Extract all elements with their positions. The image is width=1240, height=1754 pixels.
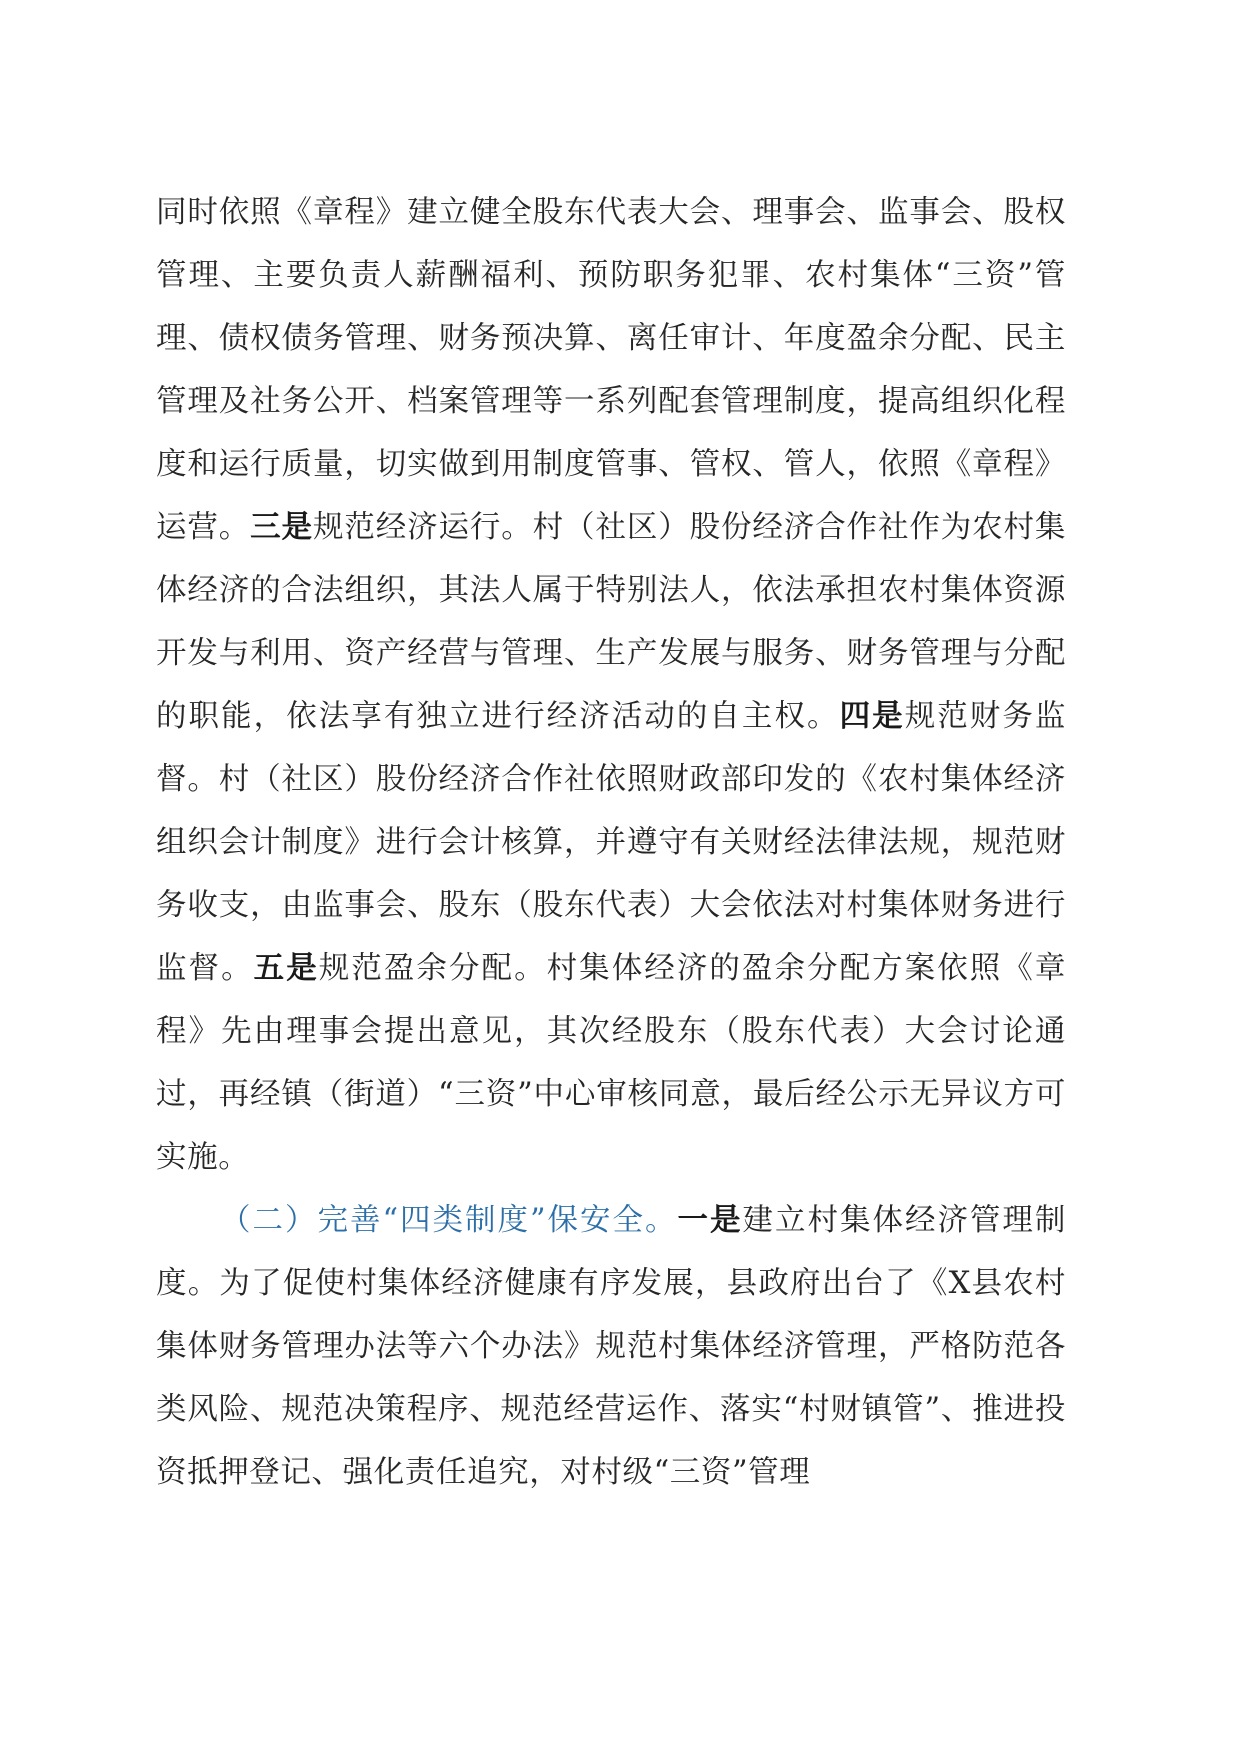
text-segment: 规范财务监督。村（社区）股份经济合作社依照财政部印发的《农村集体经济组织会计制度》进行会计核算，并遵守有关财经法律法规，规范财务收支，由监事会、股东（股东代表）大会依法对村集体财务进行监督。 (156, 699, 1066, 986)
point-marker-four: 四是 (839, 698, 905, 734)
paragraph-four-systems (156, 1189, 1066, 1504)
text-segment: 规范盈余分配。村集体经济的盈余分配方案依照《章程》先由理事会提出意见，其次经股东（股东代表）大会讨论通过，再经镇（街道）“三资”中心审核同意，最后经公示无异议方可实施。 (156, 951, 1066, 1175)
point-marker-three: 三是 (250, 509, 313, 545)
point-marker-one: 一是 (677, 1202, 743, 1238)
text-segment: 同时依照《章程》建立健全股东代表大会、理事会、监事会、股权管理、主要负责人薪酬福利、预防职务犯罪、农村集体“三资”管理、债权债务管理、财务预决算、离任审计、年度盈余分配、民主管理及社务公开、档案管理等一系列配套管理制度，提高组织化程度和运行质量，切实做到用制度管事、管权、管人，依照《章程》运营。 (156, 195, 1066, 545)
document-body (156, 181, 1066, 1504)
section-heading: （二）完善“四类制度”保安全。 (220, 1203, 678, 1238)
text-segment: 规范经济运行。村（社区）股份经济合作社作为农村集体经济的合法组织，其法人属于特别法人，依法承担农村集体资源开发与利用、资产经营与管理、生产发展与服务、财务管理与分配的职能，依法享有独立进行经济活动的自主权。 (156, 510, 1066, 734)
paragraph-standardization (156, 181, 1066, 1189)
point-marker-five: 五是 (253, 950, 319, 986)
text-segment: 建立村集体经济管理制度。为了促使村集体经济健康有序发展，县政府出台了《X县农村集体财务管理办法等六个办法》规范村集体经济管理，严格防范各类风险、规范决策程序、规范经营运作、落实“村财镇管”、推进投资抵押登记、强化责任追究，对村级“三资”管理 (156, 1203, 1067, 1490)
